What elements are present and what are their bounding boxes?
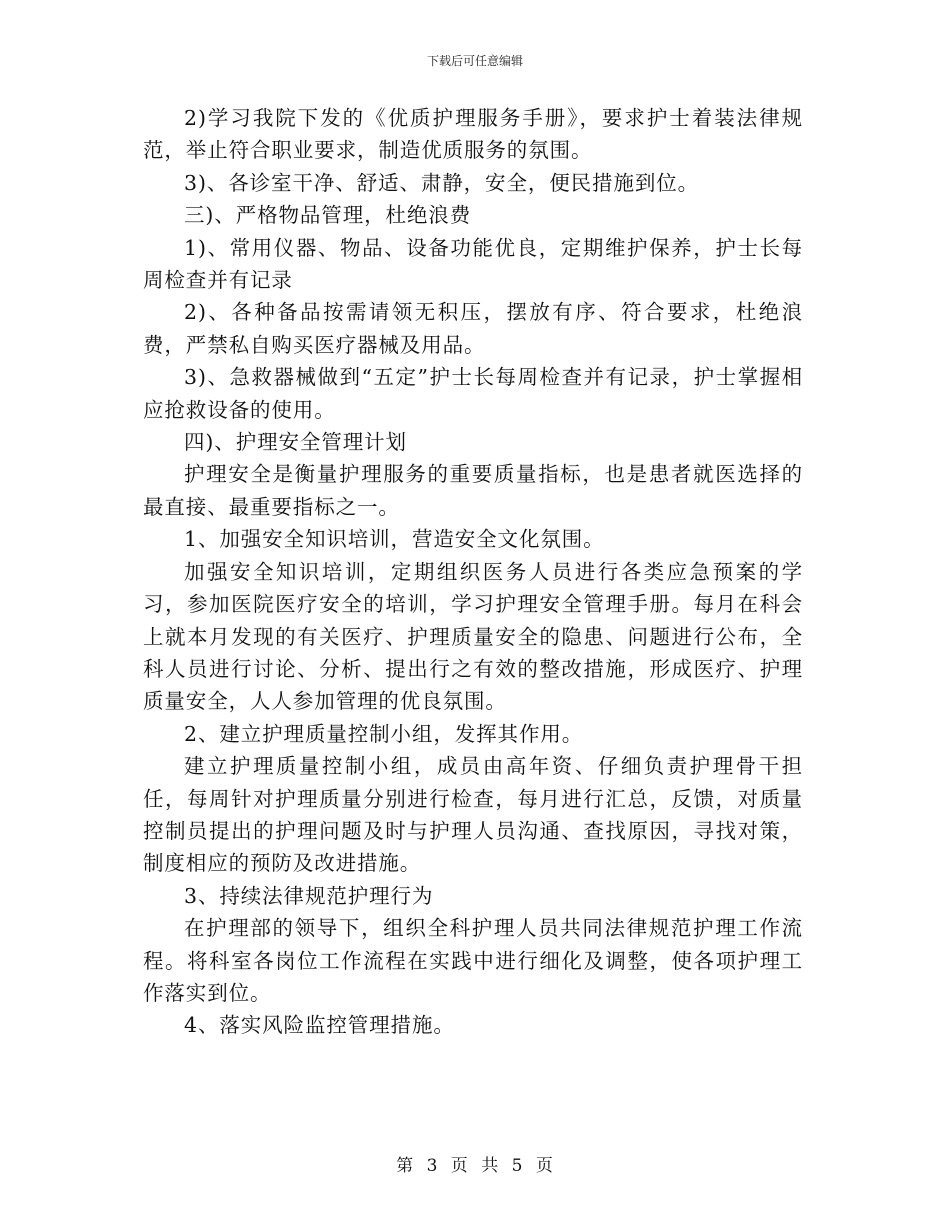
paragraph-2: 3)、各诊室干净、舒适、肃静，安全，便民措施到位。 [184, 170, 700, 195]
section-heading-3: 三)、严格物品管理，杜绝浪费 [184, 203, 472, 228]
document-body [143, 102, 803, 1042]
section-heading-4: 四)、护理安全管理计划 [184, 430, 407, 455]
paragraph-4-1: 加强安全知识培训，定期组织医务人员进行各类应急预案的学习，参加医院医疗安全的培训，学习护理安全管理手册。每月在科会上就本月发现的有关医疗、护理质量安全的隐患、问题进行公布，全科人员进行讨论、分析、提出行之有效的整改措施，形成医疗、护理质量安全，人人参加管理的优良氛围。 [143, 559, 803, 714]
subheading-4-1: 1、加强安全知识培训，营造安全文化氛围。 [184, 527, 605, 552]
paragraph-4-2: 建立护理质量控制小组，成员由高年资、仔细负责护理骨干担任，每周针对护理质量分别进行检查，每月进行汇总，反馈，对质量控制员提出的护理问题及时与护理人员沟通、查找原因，寻找对策，制度相应的预防及改进措施。 [143, 754, 803, 876]
subheading-4-3: 3、持续法律规范护理行为 [184, 883, 434, 908]
paragraph-4-intro: 护理安全是衡量护理服务的重要质量指标，也是患者就医选择的最直接、最重要指标之一。 [143, 462, 803, 519]
paragraph-3-3: 3)、急救器械做到“五定”护士长每周检查并有记录，护士掌握相应抢救设备的使用。 [143, 365, 803, 422]
page-number-footer: 第 3 页 共 5 页 [396, 1156, 554, 1176]
paragraph-3-2: 2)、各种备品按需请领无积压，摆放有序、符合要求，杜绝浪费，严禁私自购买医疗器械及用品。 [143, 300, 803, 357]
subheading-4-2: 2、建立护理质量控制小组，发挥其作用。 [184, 721, 584, 746]
page-header: 下载后可任意编辑 [426, 54, 523, 68]
paragraph-4-3: 在护理部的领导下，组织全科护理人员共同法律规范护理工作流程。将科室各岗位工作流程在实践中进行细化及调整，使各项护理工作落实到位。 [143, 916, 803, 1005]
paragraph-1: 2)学习我院下发的《优质护理服务手册》，要求护士着装法律规范，举止符合职业要求，制造优质服务的氛围。 [143, 106, 803, 163]
subheading-4-4: 4、落实风险监控管理措施。 [184, 1013, 455, 1038]
paragraph-3-1: 1)、常用仪器、物品、设备功能优良，定期维护保养，护士长每周检查并有记录 [143, 235, 803, 293]
